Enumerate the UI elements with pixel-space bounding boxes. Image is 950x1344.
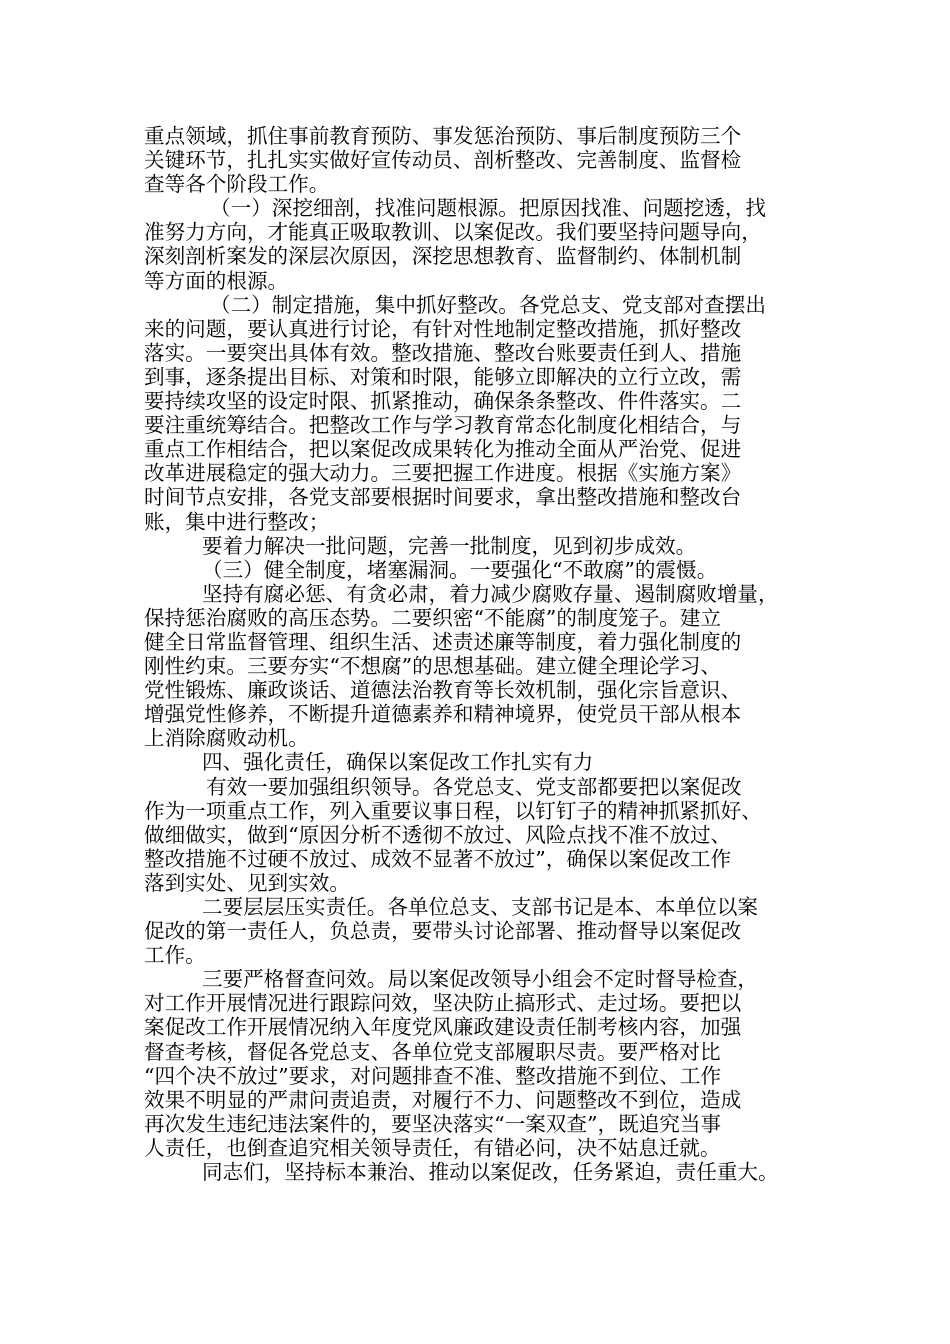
text-line: 健全日常监督管理、组织生活、述责述廉等制度，着力强化制度的 bbox=[144, 629, 742, 654]
section-heading-line: 四、强化责任，确保以案促改工作扎实有力 bbox=[202, 750, 594, 775]
section-heading-line: （三）健全制度，堵塞漏洞。一要强化“不敢腐”的震慑。 bbox=[202, 557, 718, 582]
text-line: 改革进展稳定的强大动力。三要把握工作进度。根据《实施方案》 bbox=[144, 461, 742, 486]
text-line: 工作。 bbox=[144, 943, 206, 968]
text-line: “四个决不放过”要求，对问题排查不准、整改措施不到位、工作 bbox=[144, 1063, 722, 1088]
text-line: 准努力方向，才能真正吸取教训、以案促改。我们要坚持问题导向， bbox=[144, 220, 762, 245]
section-heading-line: （二）制定措施，集中抓好整改。各党总支、党支部对查摆出 bbox=[210, 292, 767, 317]
text-line: 刚性约束。三要夯实“不想腐”的思想基础。建立健全理论学习、 bbox=[144, 654, 722, 679]
text-line: 到事，逐条提出目标、对策和时限，能够立即解决的立行立改，需 bbox=[144, 364, 742, 389]
text-line: 作为一项重点工作，列入重要议事日程，以钉钉子的精神抓紧抓好、 bbox=[144, 798, 762, 823]
text-line: 三要严格督查问效。局以案促改领导小组会不定时督导检查， bbox=[202, 967, 759, 992]
text-line: 落实。一要突出具体有效。整改措施、整改台账要责任到人、措施 bbox=[144, 340, 742, 365]
text-line: 对工作开展情况进行跟踪问效，坚决防止搞形式、走过场。要把以 bbox=[144, 991, 742, 1016]
text-line: 时间节点安排，各党支部要根据时间要求，拿出整改措施和整改台 bbox=[144, 485, 742, 510]
text-line: 有效一要加强组织领导。各党总支、党支部都要把以案促改 bbox=[206, 774, 742, 799]
text-line: 增强党性修养，不断提升道德素养和精神境界，使党员干部从根本 bbox=[144, 702, 742, 727]
text-line: 二要层层压实责任。各单位总支、支部书记是本、本单位以案 bbox=[202, 895, 759, 919]
text-line: 同志们，坚持标本兼治、推动以案促改，任务紧迫，责任重大。 bbox=[202, 1160, 779, 1185]
text-line: 账，集中进行整改； bbox=[144, 509, 330, 534]
text-line: 整改措施不过硬不放过、成效不显著不放过”，确保以案促改工作 bbox=[144, 846, 732, 871]
text-line: 效果不明显的严肃问责追责，对履行不力、问题整改不到位，造成 bbox=[144, 1087, 742, 1112]
text-line: 来的问题，要认真进行讨论，有针对性地制定整改措施，抓好整改 bbox=[144, 316, 742, 341]
text-line: 等方面的根源。 bbox=[144, 268, 289, 293]
text-line: 关键环节，扎扎实实做好宣传动员、剖析整改、完善制度、监督检 bbox=[144, 148, 742, 173]
text-line: 深刻剖析案发的深层次原因，深挖思想教育、监督制约、体制机制 bbox=[144, 244, 742, 269]
section-heading-line: （一）深挖细剖，找准问题根源。把原因找准、问题挖透，找 bbox=[210, 196, 767, 221]
text-line: 重点领域，抓住事前教育预防、事发惩治预防、事后制度预防三个 bbox=[144, 124, 742, 148]
text-line: 保持惩治腐败的高压态势。二要织密“不能腐”的制度笼子。建立 bbox=[144, 605, 722, 630]
text-line: 党性锻炼、廉政谈话、道德法治教育等长效机制，强化宗旨意识、 bbox=[144, 678, 742, 703]
text-line: 重点工作相结合，把以案促改成果转化为推动全面从严治党、促进 bbox=[144, 437, 742, 462]
text-line: 人责任，也倒查追究相关领导责任，有错必问，决不姑息迁就。 bbox=[144, 1135, 721, 1160]
text-line: 促改的第一责任人，负总责，要带头讨论部署、推动督导以案促改 bbox=[144, 919, 742, 944]
text-line: 上消除腐败动机。 bbox=[144, 726, 309, 751]
text-line: 落到实处、见到实效。 bbox=[144, 870, 350, 895]
text-line: 做细做实，做到“原因分析不透彻不放过、风险点找不准不放过、 bbox=[144, 822, 732, 847]
text-line: 要持续攻坚的设定时限、抓紧推动，确保条条整改、件件落实。二 bbox=[144, 389, 742, 414]
text-line: 要着力解决一批问题，完善一批制度，见到初步成效。 bbox=[202, 533, 697, 558]
text-line: 督查考核，督促各党总支、各单位党支部履职尽责。要严格对比 bbox=[144, 1039, 721, 1064]
text-line: 案促改工作开展情况纳入年度党风廉政建设责任制考核内容，加强 bbox=[144, 1015, 742, 1040]
text-line: 坚持有腐必惩、有贪必肃，着力减少腐败存量、遏制腐败增量， bbox=[202, 581, 779, 606]
text-line: 要注重统筹结合。把整改工作与学习教育常态化制度化相结合，与 bbox=[144, 413, 742, 438]
body-text bbox=[144, 124, 824, 1184]
text-line: 查等各个阶段工作。 bbox=[144, 172, 330, 197]
text-line: 再次发生违纪违法案件的，要坚决落实“一案双查”，既追究当事 bbox=[144, 1111, 722, 1136]
